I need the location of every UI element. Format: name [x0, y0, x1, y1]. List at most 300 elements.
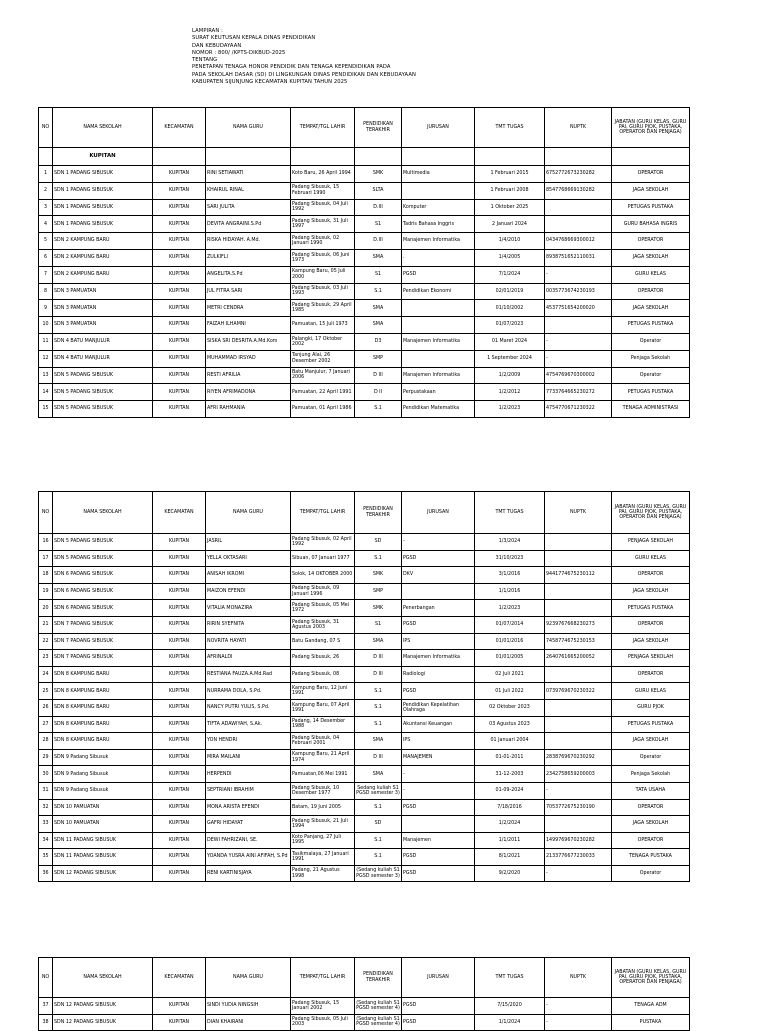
cell-start-date: 01 Maret 2024	[475, 333, 545, 350]
cell-school: SDN 6 PADANG SIBUSUK	[53, 600, 153, 617]
cell-major: PGSD	[402, 616, 475, 633]
cell-birth: Pamuatan,06 Mei 1991	[291, 766, 355, 783]
cell-no: 37	[39, 998, 53, 1015]
cell-position: GURU KELAS	[612, 550, 690, 567]
cell-birth: Padang Sibusuk, 10 Desember 1977	[291, 782, 355, 799]
col-name-header: NAMA GURU	[206, 108, 291, 148]
cell-school: SDN 12 PADANG SIBUSUK	[53, 1014, 153, 1031]
col-start-date-header: TMT TUGAS	[475, 108, 545, 148]
cell-nuptk: 4754769670300002	[545, 367, 612, 384]
cell-birth: Padang Sibusuk, 29 April 1985	[291, 300, 355, 317]
cell-major: Akuntansi Keuangan	[402, 716, 475, 733]
cell-start-date: 01/07/2014	[475, 616, 545, 633]
cell-education: SMA	[355, 249, 402, 266]
cell-no: 3	[39, 199, 53, 216]
cell-school: SDN 10 PAMUATAN	[53, 799, 153, 816]
cell-birth: Kampung Baru, 21 April 1974	[291, 749, 355, 766]
cell-birth: Tanjung Alai, 26 Desember 2002	[291, 350, 355, 367]
cell-birth: Padang Sibusuk, 08	[291, 666, 355, 683]
cell-major	[402, 300, 475, 317]
cell-position: GURU PJOK	[612, 699, 690, 716]
table-row	[39, 583, 690, 600]
table-row	[39, 233, 690, 250]
cell-education: S.1	[355, 699, 402, 716]
cell-education: (Sedang kuliah S1 PGSD semester 3)	[355, 865, 402, 882]
cell-position: GURU BAHASA INGRIS	[612, 216, 690, 233]
cell-start-date: 7/15/2020	[475, 998, 545, 1015]
cell-district: KUPITAN	[153, 350, 206, 367]
cell-education: D III	[355, 666, 402, 683]
cell-name: JUL FITRA SARI	[206, 283, 291, 300]
table-row	[39, 534, 690, 551]
cell-district: KUPITAN	[153, 782, 206, 799]
cell-name: DEVITA ANGRAINI.S.Pd	[206, 216, 291, 233]
cell-start-date: 1/3/2024	[475, 534, 545, 551]
cell-major: Pendidikan Matematika	[402, 401, 475, 418]
table-row	[39, 550, 690, 567]
cell-school: SDN 2 KAMPUNG BARU	[53, 233, 153, 250]
cell-no: 16	[39, 534, 53, 551]
cell-no: 29	[39, 749, 53, 766]
cell-position: OPERATOR	[612, 799, 690, 816]
cell-district: KUPITAN	[153, 333, 206, 350]
cell-position: OPERATOR	[612, 166, 690, 183]
cell-start-date: 1 Februari 2008	[475, 182, 545, 199]
cell-education: (Sedang kuliah S1 PGSD semester 4)	[355, 998, 402, 1015]
cell-no: 12	[39, 350, 53, 367]
cell-education: S1	[355, 266, 402, 283]
cell-no: 23	[39, 650, 53, 667]
cell-district: KUPITAN	[153, 233, 206, 250]
cell-school: SDN 5 PADANG SIBUSUK	[53, 550, 153, 567]
cell-major: -	[402, 782, 475, 799]
cell-education: S.1	[355, 401, 402, 418]
cell-name: RENI KARTINISJAYA	[206, 865, 291, 882]
cell-no: 31	[39, 782, 53, 799]
cell-education: S.1	[355, 283, 402, 300]
cell-education: D3	[355, 333, 402, 350]
cell-education: SLTA	[355, 182, 402, 199]
cell-position: JAGA SEKOLAH	[612, 300, 690, 317]
cell-school: SDN 9 Padang Sibusuk	[53, 766, 153, 783]
cell-birth: Padang, 21 Agustus 1998	[291, 865, 355, 882]
cell-start-date: 1 Februari 2015	[475, 166, 545, 183]
cell-district: KUPITAN	[153, 550, 206, 567]
cell-position: OPERATOR	[612, 832, 690, 849]
cell-nuptk: -	[545, 350, 612, 367]
table-row	[39, 350, 690, 367]
cell-district: KUPITAN	[153, 199, 206, 216]
table-row	[39, 166, 690, 183]
cell-no: 30	[39, 766, 53, 783]
cell-name: MAIZON EFENDI	[206, 583, 291, 600]
cell-no: 4	[39, 216, 53, 233]
cell-education: SMP	[355, 583, 402, 600]
cell-name: YELLA OKTASARI	[206, 550, 291, 567]
table-row	[39, 367, 690, 384]
cell-start-date: 1/4/2010	[475, 233, 545, 250]
cell-education: D III	[355, 749, 402, 766]
cell-district: KUPITAN	[153, 650, 206, 667]
cell-start-date: 7/1/2024	[475, 266, 545, 283]
cell-nuptk: 8547768669130282	[545, 182, 612, 199]
col-nuptk-header: NUPTK	[545, 958, 612, 998]
cell-district: KUPITAN	[153, 166, 206, 183]
col-nuptk-header: NUPTK	[545, 108, 612, 148]
cell-position: TENAGA PUSTAKA	[612, 849, 690, 866]
cell-major: PGSD	[402, 849, 475, 866]
district-label: KUPITAN	[53, 148, 153, 166]
col-education-header: PENDIDIKAN TERAKHIR	[355, 108, 402, 148]
cell-major: Manajemen Informatika	[402, 367, 475, 384]
cell-school: SDN 3 PAMUATAN	[53, 300, 153, 317]
cell-nuptk	[545, 216, 612, 233]
cell-major: PGSD	[402, 865, 475, 882]
table-row	[39, 401, 690, 418]
table-row	[39, 300, 690, 317]
cell-name: JASRIL	[206, 534, 291, 551]
cell-birth: Padang Sibusuk, 02 April 1992	[291, 534, 355, 551]
cell-school: SDN 11 PADANG SIBUSUK	[53, 849, 153, 866]
cell-name: AFRI RAHMANIA	[206, 401, 291, 418]
col-position-header: JABATAN (GURU KELAS, GURU PAI, GURU PJOK, PUSTAKA, OPERATOR DAN PENJAGA)	[612, 958, 690, 998]
cell-nuptk: -	[545, 998, 612, 1015]
table-row	[39, 633, 690, 650]
cell-education: D II	[355, 384, 402, 401]
cell-birth: Padang Sibusuk, 21 Juli 1994	[291, 816, 355, 833]
cell-name: FAIZAH ILHAMNI	[206, 317, 291, 334]
cell-district: KUPITAN	[153, 616, 206, 633]
cell-start-date: 01 Januari 2004	[475, 733, 545, 750]
col-education-header: PENDIDIKAN TERAKHIR	[355, 958, 402, 998]
cell-district: KUPITAN	[153, 733, 206, 750]
cell-start-date: 1/1/2016	[475, 583, 545, 600]
cell-position: Operator	[612, 333, 690, 350]
cell-school: SDN 11 PADANG SIBUSUK	[53, 832, 153, 849]
cell-name: RINI SETIAWATI	[206, 166, 291, 183]
cell-district: KUPITAN	[153, 317, 206, 334]
cell-district: KUPITAN	[153, 534, 206, 551]
cell-position: TENAGA ADM	[612, 998, 690, 1015]
cell-name: RESTI AFRILIA	[206, 367, 291, 384]
table-row	[39, 782, 690, 799]
col-school-header: NAMA SEKOLAH	[53, 108, 153, 148]
cell-education: S.1	[355, 799, 402, 816]
cell-start-date: 1/4/2005	[475, 249, 545, 266]
cell-position: JAGA SEKOLAH	[612, 633, 690, 650]
cell-major: DKV	[402, 567, 475, 584]
cell-name: MUHAMMAD IRSYAD	[206, 350, 291, 367]
table-row	[39, 616, 690, 633]
col-major-header: JURUSAN	[402, 108, 475, 148]
table-row	[39, 699, 690, 716]
cell-education: SMP	[355, 350, 402, 367]
cell-position: JAGA SEKOLAH	[612, 249, 690, 266]
cell-district: KUPITAN	[153, 633, 206, 650]
cell-district: KUPITAN	[153, 666, 206, 683]
cell-birth: Pamuatan, 22 April 1991	[291, 384, 355, 401]
cell-major: IPS	[402, 733, 475, 750]
cell-position: PENJAGA SEKOLAH	[612, 534, 690, 551]
cell-education: S.1	[355, 849, 402, 866]
cell-major: Pendidikan Ekonomi	[402, 283, 475, 300]
col-start-date-header: TMT TUGAS	[475, 492, 545, 534]
cell-major: -	[402, 534, 475, 551]
cell-start-date: 1/2/2023	[475, 401, 545, 418]
cell-birth: Pamuatan, 01 April 1986	[291, 401, 355, 418]
cell-position: Operator	[612, 749, 690, 766]
cell-district: KUPITAN	[153, 567, 206, 584]
cell-birth: Padang Sibusuk, 05 Juli 2003	[291, 1014, 355, 1031]
table-header-row	[39, 108, 690, 148]
cell-no: 9	[39, 300, 53, 317]
cell-district: KUPITAN	[153, 600, 206, 617]
col-birth-header: TEMPAT/TGL LAHIR	[291, 108, 355, 148]
cell-no: 21	[39, 616, 53, 633]
cell-school: SDN 5 PADANG SIBUSUK	[53, 367, 153, 384]
cell-position: GURU KELAS	[612, 266, 690, 283]
cell-school: SDN 12 PADANG SIBUSUK	[53, 998, 153, 1015]
cell-start-date: 3/1/2016	[475, 567, 545, 584]
cell-major: .	[402, 249, 475, 266]
cell-district: KUPITAN	[153, 749, 206, 766]
cell-position: OPERATOR	[612, 616, 690, 633]
cell-education: S.1	[355, 550, 402, 567]
cell-major: PGSD	[402, 550, 475, 567]
cell-education: SMK	[355, 600, 402, 617]
cell-nuptk: -	[545, 782, 612, 799]
table-row	[39, 199, 690, 216]
cell-school: SDN 1 PADANG SIBUSUK	[53, 199, 153, 216]
table-row	[39, 832, 690, 849]
cell-education: D.III	[355, 199, 402, 216]
cell-name: HERPENDI	[206, 766, 291, 783]
cell-start-date: 1/2/2023	[475, 600, 545, 617]
cell-position: Operator	[612, 367, 690, 384]
cell-position: PUSTAKA	[612, 1014, 690, 1031]
table-row	[39, 733, 690, 750]
cell-start-date: 31/10/2023	[475, 550, 545, 567]
cell-school: SDN 7 PADANG SIBUSUK	[53, 616, 153, 633]
cell-nuptk	[545, 534, 612, 551]
cell-school: SDN 8 KAMPUNG BARU	[53, 733, 153, 750]
cell-school: SDN 4 BATU MANJULUR	[53, 333, 153, 350]
cell-name: RIRIN SYEFNITA	[206, 616, 291, 633]
cell-name: ZULKIFLI	[206, 249, 291, 266]
cell-name: TIFTA ADAWIYAH, S.Ak.	[206, 716, 291, 733]
table-row	[39, 266, 690, 283]
cell-major: Manajemen Informatika	[402, 333, 475, 350]
table-row	[39, 849, 690, 866]
table-row	[39, 650, 690, 667]
cell-start-date: 02/01/2019	[475, 283, 545, 300]
staff-table-3	[38, 957, 690, 1031]
cell-major: Radiologi	[402, 666, 475, 683]
cell-school: SDN 10 PAMUATAN	[53, 816, 153, 833]
cell-birth: Padang Sibusuk, 02 Januari 1990	[291, 233, 355, 250]
col-no-header: NO	[39, 958, 53, 998]
cell-school: SDN 8 KAMPUNG BARU	[53, 683, 153, 700]
cell-education: SMA	[355, 733, 402, 750]
cell-start-date: 1/1/2024	[475, 1014, 545, 1031]
cell-nuptk: 2838769670230292	[545, 749, 612, 766]
cell-district: KUPITAN	[153, 266, 206, 283]
col-no-header: NO	[39, 108, 53, 148]
cell-no: 1	[39, 166, 53, 183]
cell-district: KUPITAN	[153, 300, 206, 317]
cell-no: 28	[39, 733, 53, 750]
cell-education: SMA	[355, 317, 402, 334]
cell-name: ANGELITA.S.Pd	[206, 266, 291, 283]
cell-birth: Batam, 19 Juni 2005	[291, 799, 355, 816]
table-row	[39, 600, 690, 617]
cell-name: MONA ARISTA EFENDI	[206, 799, 291, 816]
cell-name: METRI CENDRA	[206, 300, 291, 317]
cell-start-date: 1/1/2011	[475, 832, 545, 849]
cell-nuptk: 2640761665200052	[545, 650, 612, 667]
cell-nuptk: 8938751652110031	[545, 249, 612, 266]
cell-school: SDN 1 PADANG SIBUSUK	[53, 182, 153, 199]
col-major-header: JURUSAN	[402, 958, 475, 998]
cell-education: S.1	[355, 683, 402, 700]
cell-birth: Pamuatan, 15 Juli 1973	[291, 317, 355, 334]
cell-major: Manajemen	[402, 832, 475, 849]
cell-start-date: 1/2/2009	[475, 367, 545, 384]
cell-education: SMA	[355, 300, 402, 317]
cell-no: 20	[39, 600, 53, 617]
cell-major: PGSD	[402, 266, 475, 283]
col-major-header: JURUSAN	[402, 492, 475, 534]
cell-name: NOVRITA HAYATI	[206, 633, 291, 650]
table-row	[39, 317, 690, 334]
cell-education: SD	[355, 534, 402, 551]
cell-major	[402, 583, 475, 600]
cell-major: Penerbangan	[402, 600, 475, 617]
cell-nuptk	[545, 583, 612, 600]
cell-school: SDN 9 Padang Sibusuk	[53, 782, 153, 799]
cell-start-date: 1/2/2024	[475, 816, 545, 833]
cell-no: 7	[39, 266, 53, 283]
cell-name: RISKA HIDAYAH. A.Md.	[206, 233, 291, 250]
cell-school: SDN 4 BATU MANJULUR	[53, 350, 153, 367]
cell-education: S.1	[355, 832, 402, 849]
cell-name: DEWI FAHRIZANI, SE.	[206, 832, 291, 849]
cell-no: 17	[39, 550, 53, 567]
cell-nuptk	[545, 699, 612, 716]
cell-nuptk	[545, 716, 612, 733]
table-row	[39, 283, 690, 300]
table-row	[39, 998, 690, 1015]
cell-nuptk: 0035773674230193	[545, 283, 612, 300]
cell-major: IPS	[402, 633, 475, 650]
cell-education: SMK	[355, 166, 402, 183]
cell-nuptk	[545, 816, 612, 833]
cell-position: Penjaga Sekolah	[612, 350, 690, 367]
table-row	[39, 333, 690, 350]
cell-position: OPERATOR	[612, 666, 690, 683]
cell-name: GAFRI HIDAYAT	[206, 816, 291, 833]
cell-no: 6	[39, 249, 53, 266]
cell-position: PETUGAS PUSTAKA	[612, 600, 690, 617]
table-header-row	[39, 492, 690, 534]
cell-start-date: 01-09-2024	[475, 782, 545, 799]
cell-district: KUPITAN	[153, 683, 206, 700]
cell-no: 32	[39, 799, 53, 816]
col-district-header: KECAMATAN	[153, 958, 206, 998]
cell-no: 38	[39, 1014, 53, 1031]
cell-start-date: 01/07/2023	[475, 317, 545, 334]
table-row	[39, 683, 690, 700]
cell-name: ANISAH IKROMI	[206, 567, 291, 584]
cell-no: 35	[39, 849, 53, 866]
cell-nuptk: -	[545, 266, 612, 283]
cell-major	[402, 182, 475, 199]
cell-school: SDN 5 PADANG SIBUSUK	[53, 401, 153, 418]
cell-name: AFRINALDI	[206, 650, 291, 667]
cell-major	[402, 816, 475, 833]
cell-birth: Padang Sibusuk, 31 Agustus 2003	[291, 616, 355, 633]
table-row	[39, 384, 690, 401]
cell-nuptk: 9441774675230112	[545, 567, 612, 584]
cell-nuptk: -	[545, 865, 612, 882]
cell-birth: Batu Gandang, 07 S	[291, 633, 355, 650]
cell-district: KUPITAN	[153, 816, 206, 833]
cell-school: SDN 7 PADANG SIBUSUK	[53, 650, 153, 667]
cell-school: SDN 7 PADANG SIBUSUK	[53, 633, 153, 650]
cell-birth: Padang Sibusuk, 15 Februari 1990	[291, 182, 355, 199]
cell-start-date: 01/01/2016	[475, 633, 545, 650]
cell-nuptk: 4754770671230322	[545, 401, 612, 418]
cell-start-date: 01/01/2005	[475, 650, 545, 667]
cell-position: Penjaga Sekolah	[612, 766, 690, 783]
cell-start-date: 02 Juli 2021	[475, 666, 545, 683]
cell-birth: Padang Sibusuk, 09 Januari 1996	[291, 583, 355, 600]
cell-no: 8	[39, 283, 53, 300]
cell-no: 11	[39, 333, 53, 350]
cell-name: VITALIA MONAZIRA	[206, 600, 291, 617]
cell-birth: Kampung Baru, 12 Juni 1991	[291, 683, 355, 700]
cell-education: SD	[355, 816, 402, 833]
cell-position: GURU KELAS	[612, 683, 690, 700]
cell-position: OPERATOR	[612, 233, 690, 250]
cell-district: KUPITAN	[153, 716, 206, 733]
cell-district: KUPITAN	[153, 384, 206, 401]
cell-education: SMK	[355, 567, 402, 584]
cell-birth: Batu Manjulur, 7 Januari 2006	[291, 367, 355, 384]
cell-no: 10	[39, 317, 53, 334]
cell-major	[402, 350, 475, 367]
cell-position: JAGA SEKOLAH	[612, 816, 690, 833]
cell-position: Operator	[612, 865, 690, 882]
cell-school: SDN 1 PADANG SIBUSUK	[53, 216, 153, 233]
cell-major: Pendidikan Kepelatihan Olahraga	[402, 699, 475, 716]
cell-no: 22	[39, 633, 53, 650]
cell-nuptk: -	[545, 1014, 612, 1031]
cell-nuptk: -	[545, 333, 612, 350]
cell-no: 33	[39, 816, 53, 833]
cell-birth: Padang Sibusuk, 03 Juli 1993	[291, 283, 355, 300]
cell-district: KUPITAN	[153, 865, 206, 882]
cell-no: 25	[39, 683, 53, 700]
header-line: KABUPATEN SIJUNJUNG KECAMATAN KUPITAN TAHUN 2025	[192, 79, 348, 86]
cell-school: SDN 3 PAMUATAN	[53, 317, 153, 334]
cell-school: SDN 8 KAMPUNG BARU	[53, 716, 153, 733]
cell-name: MIRA MAILANI	[206, 749, 291, 766]
col-no-header: NO	[39, 492, 53, 534]
cell-name: NANCY PUTRI YULIS, S.Pd.	[206, 699, 291, 716]
cell-district: KUPITAN	[153, 766, 206, 783]
cell-no: 15	[39, 401, 53, 418]
